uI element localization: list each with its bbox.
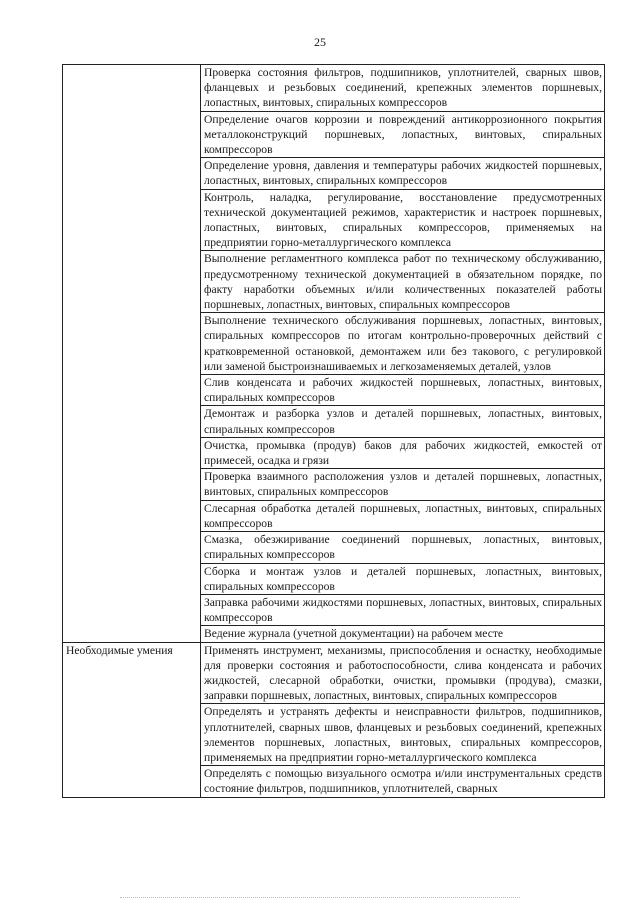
table-row (63, 65, 605, 112)
table-cell-text: Применять инструмент, механизмы, приспособления и оснастку, необходимые для проверки состояния и работоспособности, слива конденсата и рабочих жидкостей, слесарной обработки, очистки, промывки (продува), смазки, заправки поршневых, лопастных, винтовых, спиральных компрессоров (201, 642, 605, 704)
table-cell-text: Слив конденсата и рабочих жидкостей поршневых, лопастных, винтовых, спиральных компрессоров (201, 375, 605, 406)
table-cell-text: Определение очагов коррозии и повреждений антикоррозионного покрытия металлоконструкций поршневых, лопастных, винтовых, спиральных компрессоров (201, 111, 605, 158)
table-body (63, 65, 605, 798)
table-cell-text: Очистка, промывка (продув) баков для рабочих жидкостей, емкостей от примесей, осадка и грязи (201, 437, 605, 468)
table-cell-text: Проверка взаимного расположения узлов и деталей поршневых, лопастных, винтовых, спиральных компрессоров (201, 469, 605, 500)
table-cell-text: Демонтаж и разборка узлов и деталей поршневых, лопастных, винтовых, спиральных компрессоров (201, 406, 605, 437)
table-cell-text: Выполнение регламентного комплекса работ по техническому обслуживанию, предусмотренному технической документацией в обязательном порядке, по факту наработки объемных и/или количественных показателей работы поршневых, лопастных, винтовых, спиральных компрессоров (201, 251, 605, 313)
table-cell-text: Ведение журнала (учетной документации) на рабочем месте (201, 626, 605, 642)
row-group-label (63, 65, 201, 643)
table-cell-text: Заправка рабочими жидкостями поршневых, лопастных, винтовых, спиральных компрессоров (201, 594, 605, 625)
table-cell-text: Слесарная обработка деталей поршневых, лопастных, винтовых, спиральных компрессоров (201, 500, 605, 531)
table-cell-text: Выполнение технического обслуживания поршневых, лопастных, винтовых, спиральных компрессоров по итогам контрольно-проверочных действий с кратковременной остановкой, демонтажем или без такового, с регулировкой или заменой быстроизнашиваемых и легкозаменяемых деталей, узлов (201, 313, 605, 375)
scan-edge-line (120, 897, 520, 899)
table-cell-text: Определение уровня, давления и температуры рабочих жидкостей поршневых, лопастных, винтовых, спиральных компрессоров (201, 158, 605, 189)
table-cell-text: Смазка, обезжиривание соединений поршневых, лопастных, винтовых, спиральных компрессоров (201, 532, 605, 563)
table-cell-text: Проверка состояния фильтров, подшипников, уплотнителей, сварных швов, фланцевых и резьбовых соединений, крепежных элементов поршневых, лопастных, винтовых, спиральных компрессоров (201, 65, 605, 112)
table-row (63, 642, 605, 704)
page-number: 25 (314, 35, 326, 49)
competency-table (62, 64, 605, 798)
table-cell-text: Определять и устранять дефекты и неисправности фильтров, подшипников, уплотнителей, сварных швов, фланцевых и резьбовых соединений, крепежных элементов поршневых, лопастных, винтовых, спиральных компрессоров, применяемых на предприятии горно-металлургического комплекса (201, 704, 605, 766)
table-cell-text: Контроль, наладка, регулирование, восстановление предусмотренных технической документацией режимов, характеристик и настроек поршневых, лопастных, винтовых, спиральных компрессоров, применяемых на предприятии горно-металлургического комплекса (201, 189, 605, 251)
row-group-label: Необходимые умения (63, 642, 201, 797)
table-cell-text: Сборка и монтаж узлов и деталей поршневых, лопастных, винтовых, спиральных компрессоров (201, 563, 605, 594)
table-cell-text: Определять с помощью визуального осмотра и/или инструментальных средств состояние фильтров, подшипников, уплотнителей, сварных (201, 766, 605, 797)
